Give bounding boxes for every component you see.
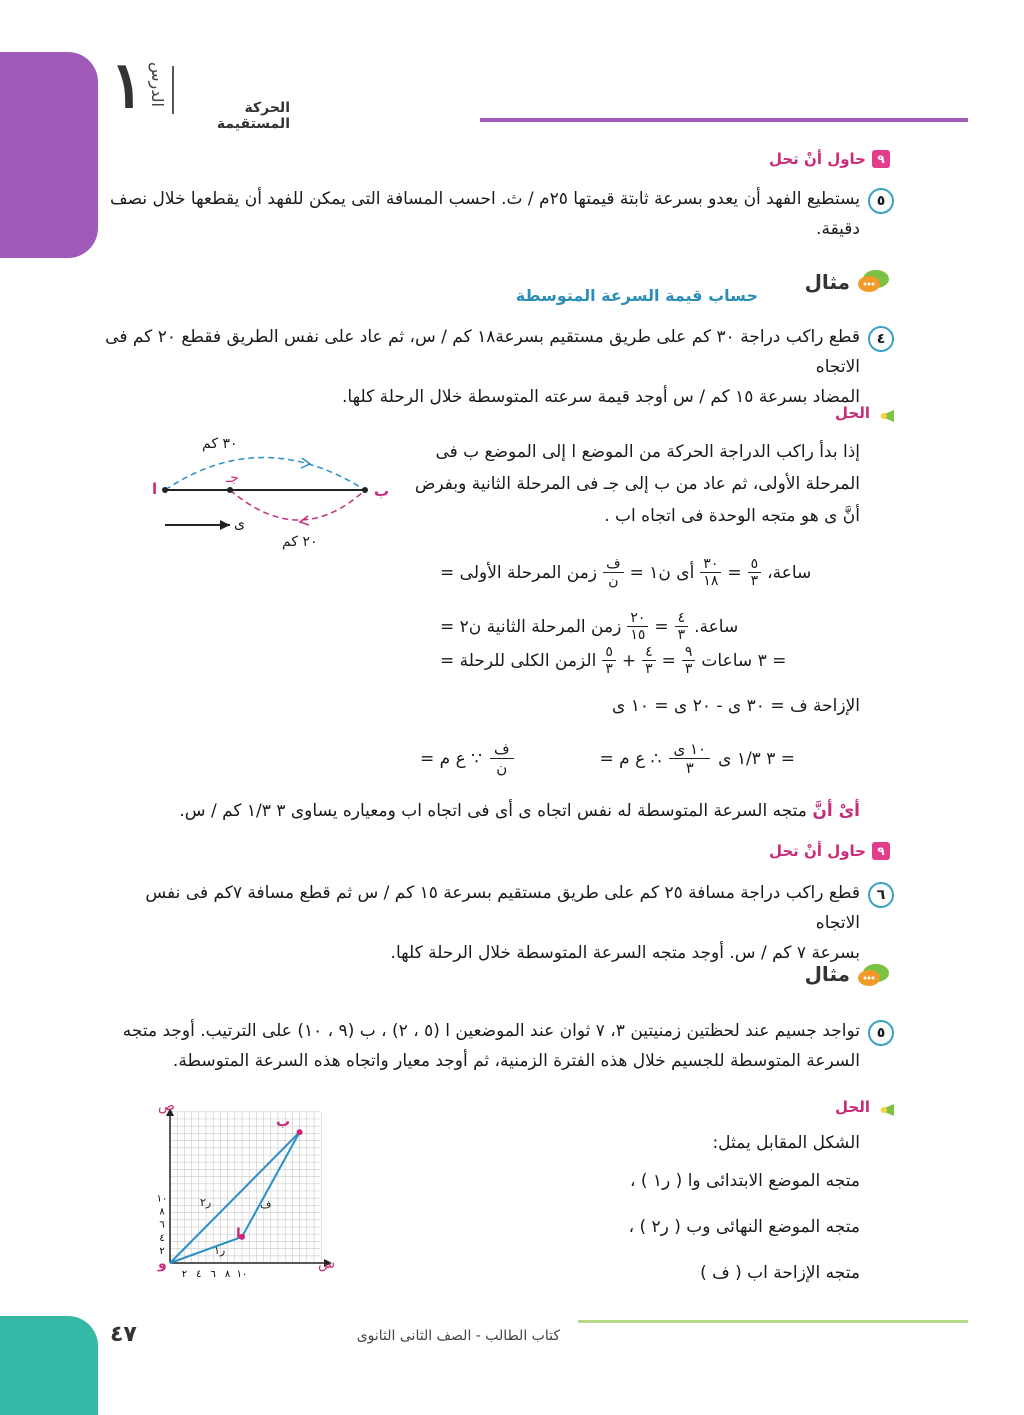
diagram-point-c: جـ: [226, 470, 239, 486]
displacement-eq: الإزاحة ف = ٣٠ ى - ٢٠ ى = ١٠ ى: [612, 696, 860, 716]
graph-x-label: س: [318, 1256, 336, 1272]
solution2-l3: متجه الموضع النهائى وب ( ر٢ ) ،: [628, 1217, 860, 1237]
t3-a-den: ٣: [605, 661, 613, 677]
y-tick-label: ٦: [159, 1219, 165, 1231]
t1-frac-den: ن: [608, 573, 619, 589]
example-speech-icon: [856, 268, 890, 294]
footer-rule: [578, 1320, 968, 1323]
lesson-word: الدرس: [148, 62, 167, 107]
t1-f3-num: ٥: [748, 556, 762, 573]
purple-side-tab: [0, 52, 98, 258]
avg-velocity-eq: [420, 740, 860, 777]
header-rule: [480, 118, 968, 122]
t2-f2-den: ٣: [677, 627, 686, 643]
t1-label: زمن المرحلة الأولى =: [440, 562, 598, 583]
t3-fraction-b: [642, 644, 656, 677]
solution2-arrow-icon: [876, 1104, 894, 1116]
conclusion-prefix: أىْ أنَّ: [812, 801, 860, 821]
try2-label: حاول أنْ تحل: [768, 842, 866, 860]
example-number: ٤: [868, 326, 894, 352]
diagram-point-b: ب: [374, 482, 390, 500]
try2-number: ٦: [868, 882, 894, 908]
t3-c-num: ٩: [682, 644, 696, 661]
example2-label: مثال: [804, 962, 850, 986]
avg-right: ∴ ع م =: [599, 748, 662, 769]
example2-line2: السرعة المتوسطة للجسيم خلال هذه الفترة الزمنية، ثم أوجد معيار واتجاه هذه السرعة المتوسطة.: [172, 1051, 860, 1071]
question-number: ٥: [868, 188, 894, 214]
graph-f-label: ف: [260, 1198, 272, 1211]
example-label: مثال: [804, 270, 850, 294]
y-tick-label: ٢: [159, 1245, 165, 1257]
try1-line2: دقيقة.: [816, 219, 860, 239]
section-title: حساب قيمة السرعة المتوسطة: [515, 286, 758, 305]
diagram-bottom-label: ٢٠ كم: [282, 534, 318, 550]
example1-line1: قطع راكب دراجة ٣٠ كم على طريق مستقيم بسرعة١٨ كم / س، ثم عاد على نفس الطريق فقطع ٢٠ كم فى الاتجاه: [105, 327, 860, 377]
time-phase1-eq: زمن المرحلة الأولى = ف ن أى ن١ = ٣٠ ١٨ = ٥ ٣ ساعة،: [440, 556, 812, 589]
example2-line1: تواجد جسيم عند لحظتين زمنيتين ٣، ٧ ثوان عند الموضعين ا (٥ ، ٢) ، ب (٩ ، ١٠) على الترتيب. أوجد متجه: [122, 1021, 860, 1041]
header-separator: [172, 66, 174, 114]
y-tick-label: ١٠: [156, 1193, 168, 1205]
total-time-eq: الزمن الكلى للرحلة = ٥ ٣ + ٤ ٣ = ٩ ٣ = ٣ ساعات: [440, 644, 787, 677]
t2-label: زمن المرحلة الثانية ن٢ =: [440, 616, 622, 637]
t2-fraction1: [627, 610, 648, 643]
point-b: [297, 1129, 303, 1135]
solution1-p3: أنَّ ى هو متجه الوحدة فى اتجاه اب .: [604, 506, 860, 526]
t1-fraction3: [748, 556, 762, 589]
try-badge-icon: ٩: [872, 150, 890, 168]
graph-y-label: ص: [158, 1098, 175, 1114]
try-label: حاول أنْ تحل: [768, 150, 866, 168]
try1-line1: يستطيع الفهد أن يعدو بسرعة ثابتة قيمتها ٢٥م / ث. احسب المسافة التى يمكن للفهد أن يقطعها خلال نصف: [110, 189, 860, 209]
t3-label: الزمن الكلى للرحلة =: [440, 650, 597, 671]
t2-end: ساعة.: [694, 616, 739, 637]
time-phase2-eq: زمن المرحلة الثانية ن٢ = ٢٠ ١٥ = ٤ ٣ ساعة.: [440, 610, 739, 643]
solution1-p1: إذا بدأ راكب الدراجة الحركة من الموضع ا إلى الموضع ب فى: [435, 442, 860, 462]
try2-line2: بسرعة ٧ كم / س. أوجد متجه السرعة المتوسطة خلال الرحلة كلها.: [390, 943, 860, 963]
example1-text: [100, 322, 860, 412]
try2-text: [100, 878, 860, 968]
graph-point-b-label: ب: [276, 1114, 291, 1130]
x-tick-label: ٦: [210, 1269, 216, 1280]
t3-b-num: ٤: [642, 644, 656, 661]
t1-frac-num: ف: [603, 556, 624, 573]
motion-diagram: [150, 430, 400, 560]
graph-r1-label: ر١: [214, 1244, 226, 1257]
solution2-l4: متجه الإزاحة اب ( ف ): [700, 1263, 860, 1283]
graph-point-a-label: ا: [236, 1226, 241, 1242]
t2-f1-num: ٢٠: [627, 610, 648, 627]
try1-text: [100, 184, 860, 244]
example2-speech-icon: [856, 962, 890, 988]
t3-b-den: ٣: [645, 661, 653, 677]
x-tick-label: ١٠: [236, 1269, 248, 1280]
lesson-number: ١: [110, 48, 145, 123]
t3-end: = ٣ ساعات: [701, 650, 787, 671]
solution-label: الحل: [835, 404, 870, 422]
t1-fraction2: [700, 556, 721, 589]
avg-left: ∵ ع م =: [420, 748, 482, 769]
t1-mid: أى ن١ =: [629, 562, 695, 583]
graph-origin-label: و: [158, 1256, 167, 1272]
t1-f2-den: ١٨: [703, 573, 719, 589]
x-tick-label: ٢: [181, 1269, 188, 1280]
t1-end: ساعة،: [767, 562, 812, 583]
avg-right-num: ١٠ ى: [669, 740, 710, 759]
try2-line1: قطع راكب دراجة مسافة ٢٥ كم على طريق مستقيم بسرعة ١٥ كم / س ثم قطع مسافة ٧كم فى نفس الاتجاه: [145, 883, 860, 933]
avg-result: = ٣ ١/٣ ى: [718, 748, 796, 769]
t3-a-num: ٥: [602, 644, 616, 661]
diagram-unit-vector: ى: [234, 516, 245, 532]
t3-fraction-c: [682, 644, 696, 677]
t3-fraction-a: [602, 644, 616, 677]
y-tick-label: ٨: [159, 1206, 165, 1218]
example2-text: [100, 1016, 860, 1076]
t3-c-den: ٣: [684, 661, 693, 677]
solution2-l2: متجه الموضع الابتدائى وا ( ر١ ) ،: [629, 1171, 860, 1191]
t2-fraction2: [675, 610, 689, 643]
avg-left-fraction: [490, 740, 514, 777]
t1-f3-den: ٣: [750, 573, 759, 589]
solution2-label: الحل: [835, 1098, 870, 1116]
avg-right-den: ٣: [685, 759, 694, 777]
solution1-p2: المرحلة الأولى، ثم عاد من ب إلى جـ فى المرحلة الثانية وبفرض: [414, 474, 860, 494]
teal-side-tab: [0, 1316, 98, 1415]
t2-f2-num: ٤: [675, 610, 689, 627]
footer-book-title: كتاب الطالب - الصف الثانى الثانوى: [356, 1328, 560, 1344]
vector-graph: [140, 1100, 340, 1290]
y-tick-label: ٤: [159, 1232, 165, 1244]
x-tick-label: ٨: [224, 1269, 231, 1280]
x-tick-label: ٤: [196, 1269, 202, 1280]
t1-fraction: [603, 556, 624, 589]
example1-line2: المضاد بسرعة ١٥ كم / س أوجد قيمة سرعته المتوسطة خلال الرحلة كلها.: [342, 387, 860, 407]
t1-f2-num: ٣٠: [700, 556, 721, 573]
conclusion: [150, 796, 860, 826]
diagram-point-a: ا: [152, 480, 158, 498]
page-number: ٤٧: [110, 1322, 137, 1347]
conclusion-text: متجه السرعة المتوسطة له نفس اتجاه ى أى فى اتجاه اب ومعياره يساوى ٣ ١/٣ كم / س.: [179, 801, 807, 821]
diagram-top-label: ٣٠ كم: [202, 436, 238, 452]
graph-vectors: [170, 1129, 303, 1263]
try2-badge-icon: ٩: [872, 842, 890, 860]
example2-number: ٥: [868, 1020, 894, 1046]
avg-left-den: ن: [496, 759, 508, 777]
solution-arrow-icon: [876, 410, 894, 422]
graph-r2-label: ر٢: [200, 1196, 212, 1209]
solution2-list: [520, 1128, 860, 1296]
avg-left-num: ف: [490, 740, 514, 759]
solution2-l1: الشكل المقابل يمثل:: [712, 1133, 860, 1153]
avg-right-fraction: [669, 740, 710, 777]
lesson-title: الحركة المستقيمة: [216, 100, 290, 132]
solution1-paragraph: [410, 436, 860, 532]
t2-f1-den: ١٥: [630, 627, 646, 643]
